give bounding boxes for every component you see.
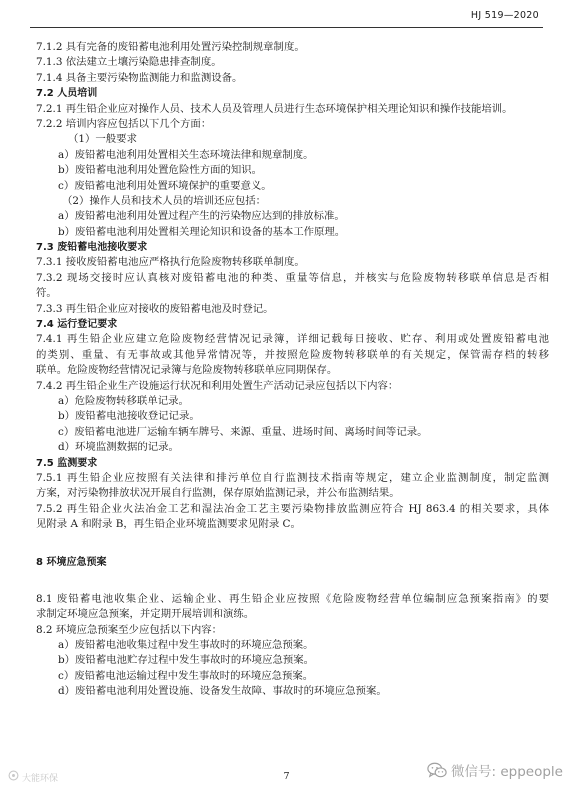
text-line: （2）操作人员和技术人员的培训还应包括： [62, 194, 267, 207]
text-line: b）废铅蓄电池贮存过程中发生事故时的环境应急预案。 [58, 654, 315, 667]
section-heading: 7.4 运行登记要求 [36, 319, 118, 331]
text-line: a）危险废物转移联单记录。 [58, 394, 189, 407]
text-line: 7.1.2 具有完备的废铅蓄电池利用处置污染控制规章制度。 [36, 41, 305, 53]
page-number: 7 [283, 771, 290, 782]
text-line: 求制定环境应急预案，并定期开展培训和演练。 [36, 608, 255, 621]
text-line: 7.1.3 依法建立土壤污染隐患排查制度。 [36, 56, 222, 69]
wechat-icon [427, 762, 447, 779]
watermark-right-text: 微信号: eppeople [451, 764, 563, 780]
text-line: 符。 [36, 287, 57, 300]
text-line: a）废铅蓄电池收集过程中发生事故时的环境应急预案。 [58, 639, 314, 652]
text-line: 8.2 环境应急预案至少应包括以下内容： [36, 623, 223, 636]
text-line: a）废铅蓄电池利用处置相关生态环境法律和规章制度。 [58, 148, 314, 161]
text-line: 7.5.1 再生铅企业应按照有关法律和排污单位自行监测技术指南等规定，建立企业监测制度，制定监测 [36, 471, 549, 484]
spacer [36, 570, 549, 592]
text-line: c）废铅蓄电池运输过程中发生事故时的环境应急预案。 [58, 669, 314, 682]
text-line: 方案，对污染物排放状况开展自行监测，保存原始监测记录，并公布监测结果。 [36, 487, 400, 500]
text-line: 7.4.2 再生铅企业生产设施运行状况和利用处置生产活动记录应包括以下内容： [36, 379, 399, 392]
header-rule [30, 27, 543, 28]
source-logo-icon [8, 770, 19, 784]
text-line: 7.3.3 再生铅企业应对接收的废铅蓄电池及时登记。 [36, 302, 274, 315]
watermark-left [8, 770, 58, 784]
text-line: （1）一般要求 [68, 133, 137, 146]
text-line: d）废铅蓄电池利用处置设施、设备发生故障、事故时的环境应急预案。 [58, 685, 387, 698]
text-line: c）废铅蓄电池进厂运输车辆车牌号、来源、重量、进场时间、离场时间等记录。 [58, 425, 428, 438]
text-line: 7.2.1 再生铅企业应对操作人员、技术人员及管理人员进行生态环境保护相关理论知识和操作技能培训。 [36, 102, 513, 115]
section-heading: 8 环境应急预案 [36, 556, 107, 568]
text-line: 7.4.1 再生铅企业应建立危险废物经营情况记录簿，详细记载每日接收、贮存、利用或处置废铅蓄电池 [36, 333, 549, 346]
text-line: 的类别、重量、有无事故或其他异常情况等，并按照危险废物转移联单的有关规定，保管需存档的转移 [36, 348, 549, 361]
text-line: c）废铅蓄电池利用处置环境保护的重要意义。 [58, 179, 272, 192]
watermark-left-text: 大能环保 [22, 773, 59, 784]
text-line: a）废铅蓄电池利用处置过程产生的污染物应达到的排放标准。 [58, 210, 345, 223]
document-code: HJ 519—2020 [470, 10, 539, 21]
text-line: 7.3.2 现场交接时应认真核对废铅蓄电池的种类、重量等信息，并核实与危险废物转移联单信息是否相 [36, 271, 549, 284]
text-line: d）环境监测数据的记录。 [58, 441, 179, 454]
text-line: 联单。危险废物经营情况记录簿与危险废物转移联单应同期保存。 [36, 364, 338, 377]
text-line: 7.3.1 接收废铅蓄电池应严格执行危险废物转移联单制度。 [36, 256, 305, 269]
text-line: b）废铅蓄电池利用处置相关理论知识和设备的基本工作原理。 [58, 225, 346, 238]
watermark-right [427, 760, 563, 780]
text-line: 见附录 A 和附录 B，再生铅企业环境监测要求见附录 C。 [36, 518, 301, 531]
section-heading: 7.5 监测要求 [36, 457, 98, 469]
document-body [36, 40, 549, 700]
section-heading: 7.2 人员培训 [36, 88, 98, 100]
text-line: 7.2.2 培训内容应包括以下几个方面： [36, 117, 212, 130]
text-line: b）废铅蓄电池接收登记记录。 [58, 410, 200, 423]
spacer [36, 533, 549, 555]
section-heading: 7.3 废铅蓄电池接收要求 [36, 242, 148, 254]
text-line: 8.1 废铅蓄电池收集企业、运输企业、再生铅企业应按照《危险废物经营单位编制应急预案指南》的要 [36, 592, 549, 605]
text-line: 7.1.4 具备主要污染物监测能力和监测设备。 [36, 71, 243, 84]
text-line: b）废铅蓄电池利用处置危险性方面的知识。 [58, 164, 263, 177]
text-line: 7.5.2 再生铅企业火法冶金工艺和湿法冶金工艺主要污染物排放监测应符合 HJ 863.4 的相关要求，具体 [36, 502, 549, 515]
